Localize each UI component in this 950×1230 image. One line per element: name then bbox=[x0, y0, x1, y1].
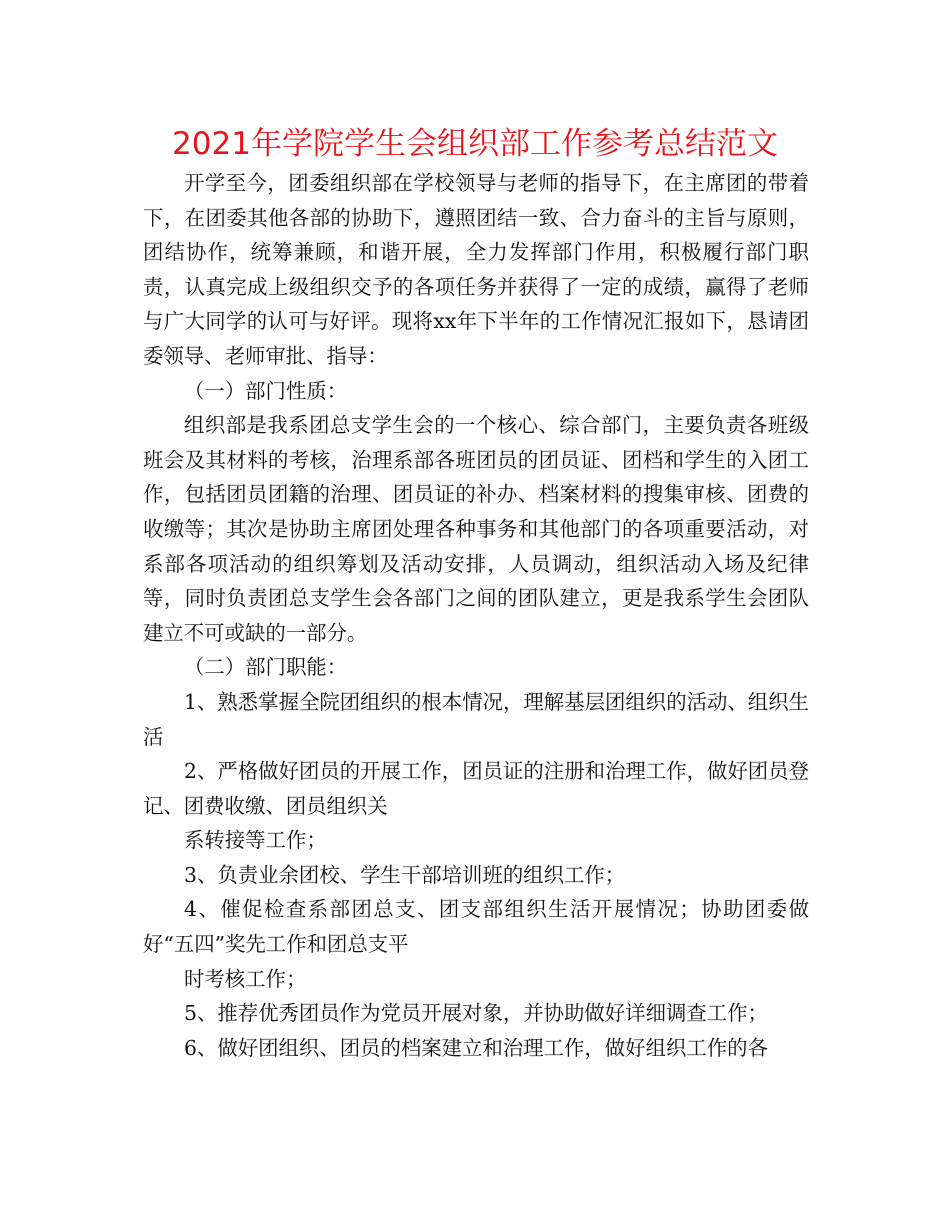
list-item-6: 6、做好团组织、团员的档案建立和治理工作，做好组织工作的各 bbox=[184, 1035, 768, 1060]
section1-paragraph: 组织部是我系团总支学生会的一个核心、综合部门，主要负责各班级班会及其材料的考核，治理系部各班团员的团员证、团档和学生的入团工作，包括团员团籍的治理、团员证的补办、档案材料的搜集审核、团费的收缴等；其次是协助主席团处理各种事务和其他部门的各项重要活动，对系部各项活动的组织筹划及活动安排，人员调动，组织活动入场及纪律等，同时负责团总支学生会各部门之间的团队建立，更是我系学生会团队建立不可或缺的一部分。 bbox=[143, 413, 809, 645]
list-item-2: 2、严格做好团员的开展工作，团员证的注册和治理工作，做好团员登记、团费收缴、团员组织关 bbox=[143, 759, 809, 818]
list-item-2-continuation: 系转接等工作； bbox=[184, 828, 327, 853]
document-body bbox=[143, 166, 809, 1065]
intro-paragraph: 开学至今，团委组织部在学校领导与老师的指导下，在主席团的带着下，在团委其他各部的协助下，遵照团结一致、合力奋斗的主旨与原则，团结协作，统筹兼顾，和谐开展，全力发挥部门作用，积极履行部门职责，认真完成上级组织交予的各项任务并获得了一定的成绩，赢得了老师与广大同学的认可与好评。现将xx年下半年的工作情况汇报如下，恳请团委领导、老师审批、指导： bbox=[143, 171, 809, 368]
document-title: 2021年学院学生会组织部工作参考总结范文 bbox=[172, 126, 778, 162]
list-item-4-continuation: 时考核工作； bbox=[184, 966, 307, 991]
list-item-1: 1、熟悉掌握全院团组织的根本情况，理解基层团组织的活动、组织生活 bbox=[143, 689, 809, 749]
section1-heading: （一）部门性质： bbox=[184, 378, 348, 403]
list-item-3: 3、负责业余团校、学生干部培训班的组织工作； bbox=[184, 862, 626, 887]
list-item-4: 4、催促检查系部团总支、团支部组织生活开展情况；协助团委做好“五四”奖先工作和团总支平 bbox=[143, 897, 809, 957]
section2-heading: （二）部门职能： bbox=[184, 655, 348, 680]
list-item-5: 5、推荐优秀团员作为党员开展对象，并协助做好详细调查工作； bbox=[184, 1001, 768, 1026]
